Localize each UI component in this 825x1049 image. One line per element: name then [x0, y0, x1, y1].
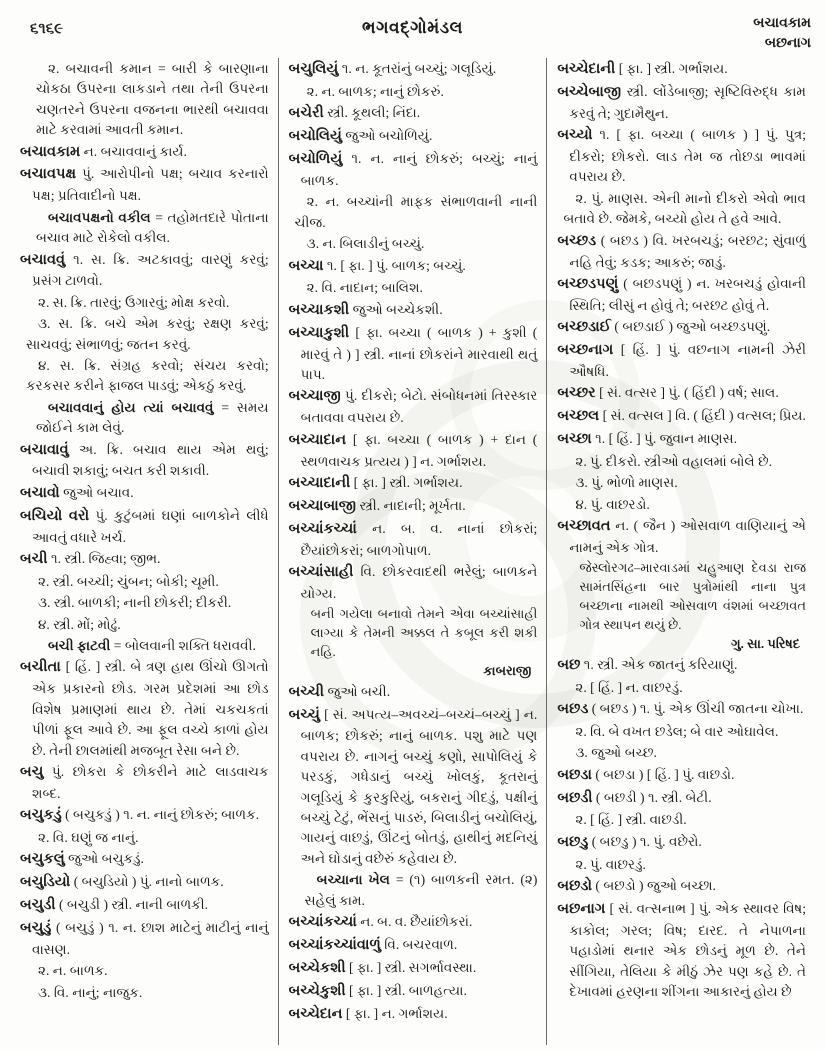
dictionary-entry: બછનાગ [ સં. વત્સનાભ ] પું. એક સ્થાવર વિષ; કાકોલ; ગરલ; વિષ; દારદ. તે નેપાળના પહાડોમાં થનાર એક છોડનું મૂળ છે. તેને સીંગિયા, તેલિયા કે મીઠું ઝેર પણ કહે છે. તે દેખાવમાં હરણના શીંગના આકારનું હોય છે — [557, 901, 807, 1000]
dictionary-entry: બચ્ચેદાની [ ફા. ] સ્ત્રી. ગર્ભાશય. — [557, 61, 728, 77]
sense-line: ૨. પું. વાછરડું. — [575, 856, 646, 872]
dictionary-entry: બચ્છડપણું ( બછડપણું ) ન. ખરબચડું હોવાની સ્થિતિ; લીસું ન હોવું તે; બરછટ હોવું તે. — [557, 275, 807, 313]
dictionary-entry: બચ્છડ ( બછડ ) વિ. ખરબચડું; બરછટ; સુંવાળું નહિ તેવું; કડક; આકરું; જાડું. — [557, 232, 807, 270]
headword: બચાવવાનું હોય ત્યાં બચાવવું — [48, 399, 214, 415]
headword: બચ્ચાદાન — [288, 431, 347, 448]
headword: બચ્ચાંસાહી — [288, 563, 354, 580]
dictionary-entry: બચ્છાવત ન. ( જૈન ) ઓસવાળ વાણિયાનું એ નામનું એક ગોત્ર. — [557, 518, 807, 556]
dictionary-entry: બચ્છડાઈ ( બછડાઈ ) જુઓ બચ્છડપણું. — [557, 319, 771, 336]
headword: બચ્ચાજી — [288, 388, 341, 405]
dictionary-entry: બચ્ચાદાની [ ફા. ] સ્ત્રી. ગર્ભાશય. — [288, 474, 463, 491]
dictionary-entry: બચુડી ( બચુડી ) સ્ત્રી. નાની બાળકી. — [20, 897, 209, 914]
headword: બચ્ચેદાની — [557, 61, 616, 77]
quote-block: જેસ્લોરગઢ–મારવાડમાં ચહુઆણ દેવડા રાજ સામંતસિંહના બાર પુત્રોમાંથી નાના પુત્ર બચ્છાના નામથી ઓસવાળ વંશમાં બચ્છાવત ગોત્ર સ્થાપન થયું છે. ગુ. સા. પરિષદ — [579, 559, 806, 653]
guide-words — [753, 14, 811, 55]
sense-line: ૪. સ્ત્રી. મોં; મોઢું. — [38, 616, 121, 632]
text-columns — [18, 58, 815, 1045]
dictionary-entry: બચાવાવું અ. ક્રિ. બચાવ થાય એમ થવું; બચાવી શકાવું; બચત કરી શકાવી. — [20, 441, 269, 479]
sense-line: ૪. સ. ક્રિ. સંગ્રહ કરવો; સંચય કરવો; કરકસર કરીને ફાજલ પાડવું; એકઠું કરવું. — [26, 357, 269, 394]
headword: બચુડું — [20, 920, 52, 937]
headword: બચેરી — [288, 105, 324, 122]
dictionary-entry: બચ્છનાગ [ હિં. ] પું. વછનાગ નામની ઝેરી ઔષધિ. — [557, 342, 807, 379]
headword: બચ્ચાંકચ્ચાં — [288, 520, 357, 537]
dictionary-entry: બચુકલું જુઓ બચુકડું. — [20, 851, 144, 868]
page-header — [0, 12, 825, 60]
headword: બચી ફાટવી — [48, 638, 111, 654]
sense-line: ૩. સ્ત્રી. બાળકી; નાની છોકરી; દીકરી. — [38, 595, 232, 611]
headword: બચોલિયું — [288, 128, 342, 145]
dictionary-entry: બચ્યો ૧. [ ફા. બચ્ચા ( બાળક ) ] પું. પુત્ર; દીકરો; છોકરો. લાડ તેમ જ તોછડા ભાવમાં વપરાય છે. — [557, 127, 807, 185]
headword: બચોળિયું — [288, 151, 343, 168]
headword: બછડી — [557, 789, 593, 806]
sense-line: ૩. વિ. નાનું; નાજુક. — [38, 984, 143, 1000]
dictionary-entry: બચ્ચાંકચ્ચાંવાળું વિ. બચરવાળ. — [288, 936, 458, 953]
headword: બચુડી — [20, 897, 56, 914]
headword: બચાવવું — [20, 251, 66, 268]
dictionary-entry: બછડુ ( બછડુ ) ૧. પું. વછેરો. — [557, 833, 702, 850]
headword: બચ્ચાના ખેલ — [316, 872, 390, 888]
dictionary-entry: બછ ૧. સ્ત્રી. એક જાતનું કરિયાણું. — [557, 656, 738, 673]
sense-line: ૪. પું. વાછરડો. — [575, 496, 650, 512]
dictionary-entry: બચ્ચાજી પું. દીકરો; બેટો. સંબોધનમાં તિરસ્કાર બતાવવા વપરાય છે. — [288, 388, 538, 426]
headword: બચ્ચાકશી — [288, 301, 350, 318]
quote-attribution: કાબરાજી — [483, 662, 532, 678]
headword: બછડુ — [557, 833, 589, 850]
dictionary-entry: બચ્ચી જુઓ બચી. — [288, 683, 391, 700]
headword: બચુકલું — [20, 851, 65, 868]
dictionary-entry: બચ્ચેકુશી [ ફા. ] સ્ત્રી. બાળહત્યા. — [288, 982, 467, 999]
headword: બચ્યો — [557, 127, 593, 144]
sense-line: ૩. ન. બિલાડીનું બચ્ચું. — [306, 236, 425, 252]
headword: બચ્છર — [557, 385, 596, 402]
headword: બછડા — [557, 766, 592, 783]
guide-word-last: બછનાગ — [764, 36, 811, 52]
headword: બચ્ચાબાજી — [288, 497, 357, 514]
sense-line: ૨. ન. બાળક; નાનું છોકરું. — [306, 83, 444, 99]
dictionary-entry: બછડી ( બછડી ) ૧. સ્ત્રી. બેટી. — [557, 789, 712, 806]
headword: બચ્છડાઈ — [557, 319, 612, 336]
headword: બચુલિયું — [288, 61, 339, 77]
idiom-line: ૨. બચાવની કમાન = બારી કે બારણાના ચોકઠા ઉપરના લાકડાને તથા તેની ઉપરના ચણતરને ઉપરના વજનના ભારથી બચાવવા માટે કરવામાં આવતી કમાન. — [36, 61, 269, 138]
dictionary-entry: બછડા ( બછડા ) [ હિં. ] પું. વાછડો. — [557, 766, 735, 783]
sense-line: ૨. સ. ક્રિ. તારવું; ઉગારવું; મોક્ષ કરવો. — [38, 294, 230, 310]
headword: બચીતા — [20, 659, 61, 676]
sense-line: ૨. [ હિં. ] ન. વાછરડું. — [575, 679, 683, 695]
page-title: ભગવદ્ગોમંડલ — [362, 18, 463, 37]
dictionary-entry: બચ્છલ [ સં. વત્સલ ] વિ. ( હિંદી ) વત્સલ; પ્રિય. — [557, 408, 806, 425]
idiom-line: બચાવપક્ષનો વકીલ = તહોમતદારે પોતાના બચાવ માટે રોકેલો વકીલ. — [36, 209, 269, 246]
headword: બચ્ચાકુશી — [288, 324, 350, 341]
dictionary-entry: બચાવવું ૧. સ. ક્રિ. અટકાવવું; વારણું કરવું; પ્રસંગ ટાળવો. — [20, 251, 269, 289]
headword: બછ — [557, 656, 581, 673]
dictionary-entry: બચ્ચાંસાહી વિ. છોકરવાદથી ભરેલું; બાળકને યોગ્ય. — [288, 563, 538, 601]
dictionary-entry: બચિયો વરો પું. કુટુંબમાં ઘણાં બાળકોને લીધે આવતું વધારે ખર્ચ. — [20, 507, 269, 545]
headword: બચ્ચાંકચ્ચાં — [288, 913, 357, 930]
headword: બચ્ચી — [288, 683, 325, 700]
dictionary-entry: બચાવકામ ન. બચાવવાનું કાર્ય. — [20, 143, 187, 160]
sense-line: ૨. વિ. બે વખત છડેલ; બે વાર ઓઘાવેલ. — [575, 723, 779, 739]
sense-line: ૩. જુઓ બચ્છ. — [575, 745, 657, 761]
dictionary-entry: બચ્ચાદાન [ ફા. બચ્ચા ( બાળક ) + દાન ( સ્થળવાચક પ્રત્યય ) ] ન. ગર્ભાશય. — [288, 431, 538, 469]
dictionary-entry: બચોળિયું ૧. ન. નાનું છોકરું; બચ્ચું; નાનું બાળક. — [288, 151, 538, 188]
column-3 — [547, 58, 815, 1045]
headword: બચ્ચેબાજી — [557, 83, 622, 100]
headword: બચાવો — [20, 484, 60, 501]
headword: બચુકડું — [20, 807, 62, 824]
headword: બચ્ચા — [288, 257, 324, 274]
sense-line: ૨. વિ. ઘણું જ નાનું. — [38, 830, 139, 846]
dictionary-entry: બચુકડું ( બચુકડું ) ૧. ન. નાનું છોકરું; બાળક. — [20, 807, 260, 824]
dictionary-entry: બચાવો જુઓ બચાવ. — [20, 484, 134, 501]
dictionary-entry: બચુડું ( બચુડું ) ૧. ન. છાશ માટેનું માટીનું નાનું વાસણ. — [20, 920, 269, 958]
headword: બચ્છા — [557, 431, 592, 448]
sense-line: ૩. પું. ભોળો માણસ. — [575, 475, 678, 491]
headword: બછડ — [557, 700, 589, 717]
dictionary-entry: બચ્ચેકશી [ ફા. ] સ્ત્રી. સગર્ભાવસ્થા. — [288, 959, 477, 976]
dictionary-entry: બચ્ચાબાજી સ્ત્રી. નાદાની; મૂર્ખતા. — [288, 497, 466, 514]
dictionary-entry: બચીતા [ હિં. ] સ્ત્રી. બે ત્રણ હાથ ઊંચો ઊગતો એક પ્રકારનો છોડ. ગરમ પ્રદેશમાં આ છોડ વિશેષ પ્રમાણમાં થાય છે. તેમાં ચકચકતાં પીળાં ફૂલ આવે છે. આ ફૂલ વચ્ચે કાળાં હોય છે. તેની છાલમાંથી મજબૂત રેસા બને છે. — [20, 659, 269, 758]
dictionary-entry: બચ્ચાકશી જુઓ બચ્ચેકશી. — [288, 301, 443, 318]
dictionary-entry: બચાવપક્ષ પું. આરોપીનો પક્ષ; બચાવ કરનારો પક્ષ; પ્રતિવાદીનો પક્ષ. — [20, 166, 269, 204]
idiom-line: બચી ફાટવી = બોલવાની શક્તિ ધરાવવી. — [48, 638, 256, 654]
headword: બચિયો વરો — [20, 507, 90, 524]
headword: બચ્છડ — [557, 232, 597, 249]
dictionary-entry: બચુડિયો ( બચુડિયો ) પું. નાનો બાળક. — [20, 874, 224, 891]
headword: બચ્છલ — [557, 408, 600, 425]
dictionary-entry: બચ્ચાકુશી [ ફા. બચ્ચા ( બાળક ) + કુશી ( મારવું તે ) ] સ્ત્રી. નાનાં છોકરાંને મારવાથી થતું પાપ. — [288, 324, 538, 382]
dictionary-entry: બચ્છર [ સં. વત્સર ] પું. ( હિંદી ) વર્ષ; સાલ. — [557, 385, 779, 402]
headword: બચ્છાવત — [557, 518, 611, 535]
headword: બચ્ચેકુશી — [288, 982, 346, 999]
headword: બચુડિયો — [20, 874, 71, 891]
dictionary-entry: બચ્ચેબાજી સ્ત્રી. લોંડેબાજી; સૃષ્ટિવિરુદ્ધ કામ કરવું તે; ગુદામૈથુન. — [557, 83, 807, 121]
sense-line: ૨. પું. માણસ. એની માનો દીકરો એવો ભાવ બતાવે છે. જેમકે, બચ્યો હોય તે હવે આવે. — [563, 190, 807, 227]
dictionary-entry: બછડો ( બછડો ) જુઓ બચ્છા. — [557, 878, 716, 895]
sense-line: ૨. ન. બચ્ચાંની માફક સંભાળવાની નાની ચીજ. — [294, 194, 538, 230]
sense-line: ૨. વિ. નાદાન; બાલિશ. — [306, 280, 423, 296]
dictionary-entry: બચોલિયું જુઓ બચોળિયું. — [288, 128, 433, 145]
headword: બચ્ચેકશી — [288, 959, 346, 976]
headword: બછનાગ — [557, 901, 606, 917]
dictionary-entry: બચેરી સ્ત્રી. કૂથલી; નિંદા. — [288, 105, 421, 122]
guide-word-first: બચાવકામ — [753, 16, 811, 31]
dictionary-entry: બચુ પું. છોકરા કે છોકરીને માટે લાડવાચક શબ્દ. — [20, 763, 269, 801]
headword: બચી — [20, 550, 48, 567]
quote-block: બની ગયેલા બનાવો તેમને એવા બચ્ચાંસાહી લાગ્યા કે તેમની અક્કલ તે કબૂલ કરી શકી નહિ. કાબરાજી — [311, 605, 538, 680]
quote-attribution: ગુ. સા. પરિષદ — [731, 635, 801, 651]
sense-line: ૩. સ. ક્રિ. બચે એમ કરવું; રક્ષણ કરવું; સાચવવું; સંભાળવું; જતન કરવું. — [26, 316, 269, 352]
column-2 — [279, 58, 548, 1045]
headword: બચ્ચાંકચ્ચાંવાળું — [288, 936, 381, 953]
dictionary-entry: બચુલિયું ૧. ન. કૂતરાંનું બચ્ચું; ગલૂડિયું. — [288, 61, 497, 77]
dictionary-entry: બચ્ચું [ સં. અપત્ય–અવચ્ચં–બચ્ચં–બચ્ચું ] ન. બાળક; છોકરું; નાનું બાળક. પશુ માટે પણ વપરાય છે. નાગનું બચ્ચું કણો, સાપોલિયું કે પરડકું, ગધેડાનું બચ્ચું ખોલકું, કૂતરાનું ગલૂડિયું કે કુરકુરિયું, બકરાનું ગીદડું, પક્ષીનું બચ્ચું ટેટું, ભેંસનું પાડરું, બિલાડીનું બચોલિયું, ગાયનું વાછડું, ઊંટનું બોતડું, હાથીનું મદનિયું અને ઘોડાનું વછેરું કહેવાય છે. — [288, 706, 538, 866]
headword: બચાવાવું — [20, 441, 69, 458]
dictionary-entry: બચ્ચા ૧. [ ફા. ] પું. બાળક; બચ્ચું. — [288, 257, 466, 274]
headword: બચ્છડપણું — [557, 275, 619, 292]
headword: બચાવકામ — [20, 143, 81, 160]
dictionary-entry: બચી ૧. સ્ત્રી. જિહ્વા; જીભ. — [20, 550, 161, 567]
sense-line: ૨. પું. દીકરો. સ્ત્રીઓ વહાલમાં બોલે છે. — [575, 454, 772, 470]
headword: બછડો — [557, 878, 593, 895]
headword: બચાવપક્ષ — [20, 166, 77, 183]
dictionary-entry: બચ્ચેદાન [ ફા. ] ન. ગર્ભાશય. — [288, 1005, 448, 1022]
dictionary-entry: બછડ ( બછડ ) ૧. પું. એક ઊંચી જાતના ચોખા. — [557, 700, 804, 717]
idiom-line: બચાવવાનું હોય ત્યાં બચાવવું = સમય જોઈને કામ લેવું. — [36, 399, 269, 436]
sense-line: ૨. [ હિં. ] સ્ત્રી. વાછડી. — [575, 812, 687, 828]
idiom-line: બચ્ચાના ખેલ = (૧) બાળકની રમત. (૨) સહેલું કામ. — [304, 872, 538, 908]
headword: બચાવપક્ષનો વકીલ — [48, 209, 151, 225]
headword: બચ્ચાદાની — [288, 474, 351, 491]
dictionary-entry: બચ્ચાંકચ્ચાં ન. બ. વ. નાનાં છોકરાં; છૈયાંછોકરાં; બાળગોપાળ. — [288, 520, 538, 558]
sense-line: ૨. ન. બાળક. — [38, 963, 108, 979]
headword: બચ્છનાગ — [557, 342, 614, 359]
headword: બચ્ચેદાન — [288, 1005, 343, 1022]
sense-line: ૨. સ્ત્રી. બચ્ચી; ચુંબન; બોકી; ચૂમી. — [38, 573, 219, 589]
column-1 — [18, 58, 279, 1045]
headword: બચુ — [20, 763, 44, 780]
headword: બચ્ચું — [288, 706, 320, 723]
dictionary-entry: બચ્છા ૧. [ હિં. ] પું. જુવાન માણસ. — [557, 431, 737, 448]
page-number: ૬૧૬૯ — [30, 21, 64, 37]
dictionary-entry: બચ્ચાંકચ્ચાં ન. બ. વ. છૈયાંછોકરાં. — [288, 913, 473, 930]
